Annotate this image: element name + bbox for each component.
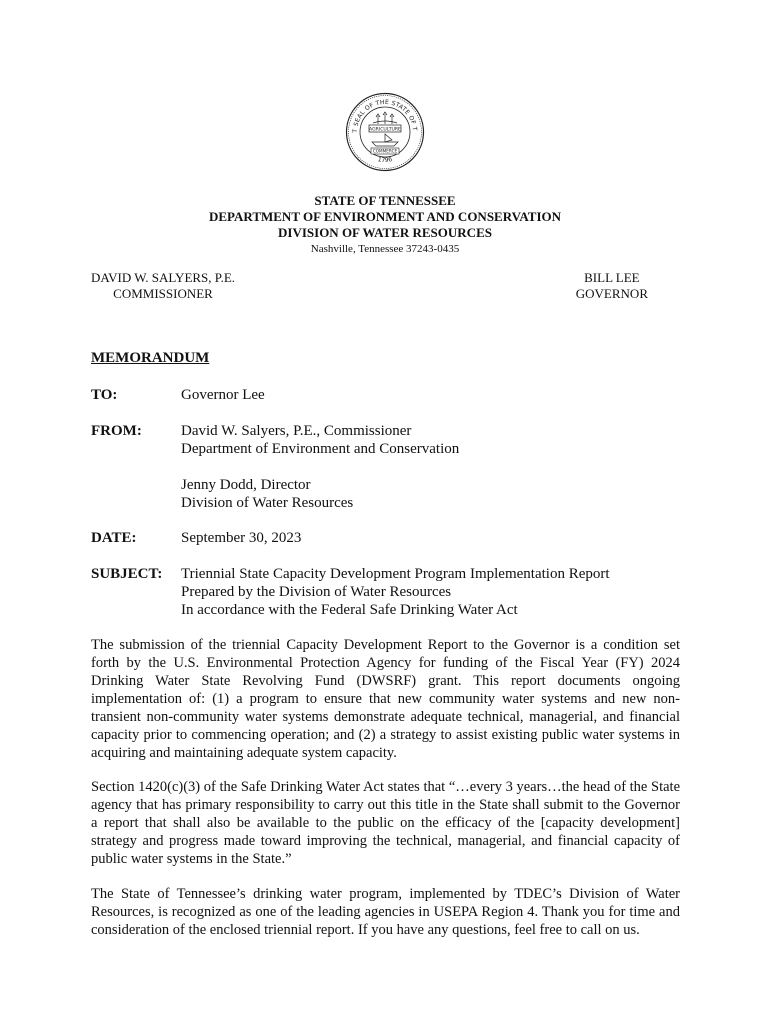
governor-block	[576, 270, 648, 302]
governor-name: BILL LEE	[584, 270, 640, 285]
governor-title: GOVERNOR	[575, 286, 648, 301]
subject-label: SUBJECT:	[91, 566, 163, 582]
commissioner-name: DAVID W. SALYERS, P.E.	[91, 270, 236, 285]
from-label: FROM:	[91, 423, 142, 439]
subject-line: Prepared by the Division of Water Resources	[181, 584, 452, 600]
date-label: DATE:	[91, 530, 137, 546]
commissioner-title: COMMISSIONER	[113, 286, 213, 301]
svg-text:THE GREAT SEAL OF THE STATE OF: T SEAL OF THE STATE OF T	[351, 98, 419, 133]
letterhead-state: STATE OF TENNESSEE	[314, 193, 456, 208]
body-paragraph-3: The State of Tennessee’s drinking water program, implemented by TDEC’s Division of Water Resources, is recognized as one of the leading agencies in USEPA Region 4. Thank you for time and consideration of the enclosed triennial report. If you have any questions, feel free to call on us.	[91, 886, 680, 938]
subject-line: Triennial State Capacity Development Program Implementation Report	[181, 566, 610, 582]
body-paragraph-1: The submission of the triennial Capacity Development Report to the Governor is a condition set forth by the U.S. Environmental Protection Agency for funding of the Fiscal Year (FY) 2024 Drinking Water State Revolving Fund (DWSRF) grant. This report documents ongoing implementation of: (1) a program to ensure that new community water systems and new non-transient non-community water systems demonstrate adequate technical, managerial, and financial capacity prior to commencing operation; and (2) a strategy to assist existing public water systems in acquiring and maintaining adequate system capacity.	[91, 637, 680, 761]
svg-text:1796: 1796	[377, 156, 393, 165]
letterhead-division: DIVISION OF WATER RESOURCES	[278, 225, 492, 240]
date-value: September 30, 2023	[181, 530, 302, 546]
from-line: Division of Water Resources	[181, 495, 354, 511]
from-line: Jenny Dodd, Director	[181, 477, 311, 493]
from-line: Department of Environment and Conservation	[181, 441, 460, 457]
letterhead	[0, 193, 770, 256]
commissioner-block	[91, 270, 235, 302]
to-value: Governor Lee	[181, 387, 265, 403]
letterhead-address: Nashville, Tennessee 37243-0435	[310, 243, 460, 255]
svg-text:COMMERCE: COMMERCE	[372, 148, 398, 154]
from-line: David W. Salyers, P.E., Commissioner	[181, 423, 412, 439]
subject-line: In accordance with the Federal Safe Drinking Water Act	[181, 602, 518, 618]
body-paragraph-2: Section 1420(c)(3) of the Safe Drinking Water Act states that “…every 3 years…the head of the State agency that has primary responsibility to carry out this title in the State shall submit to the Governor a report that shall also be available to the public on the efficacy of the [capacity development] strategy and progress made toward improving the technical, managerial, and financial capacity of public water systems in the State.”	[91, 779, 680, 867]
letterhead-department: DEPARTMENT OF ENVIRONMENT AND CONSERVATION	[208, 209, 562, 224]
to-label: TO:	[91, 387, 118, 403]
state-seal-icon	[345, 92, 425, 172]
memo-title: MEMORANDUM	[91, 350, 210, 366]
svg-text:AGRICULTURE: AGRICULTURE	[369, 127, 401, 133]
